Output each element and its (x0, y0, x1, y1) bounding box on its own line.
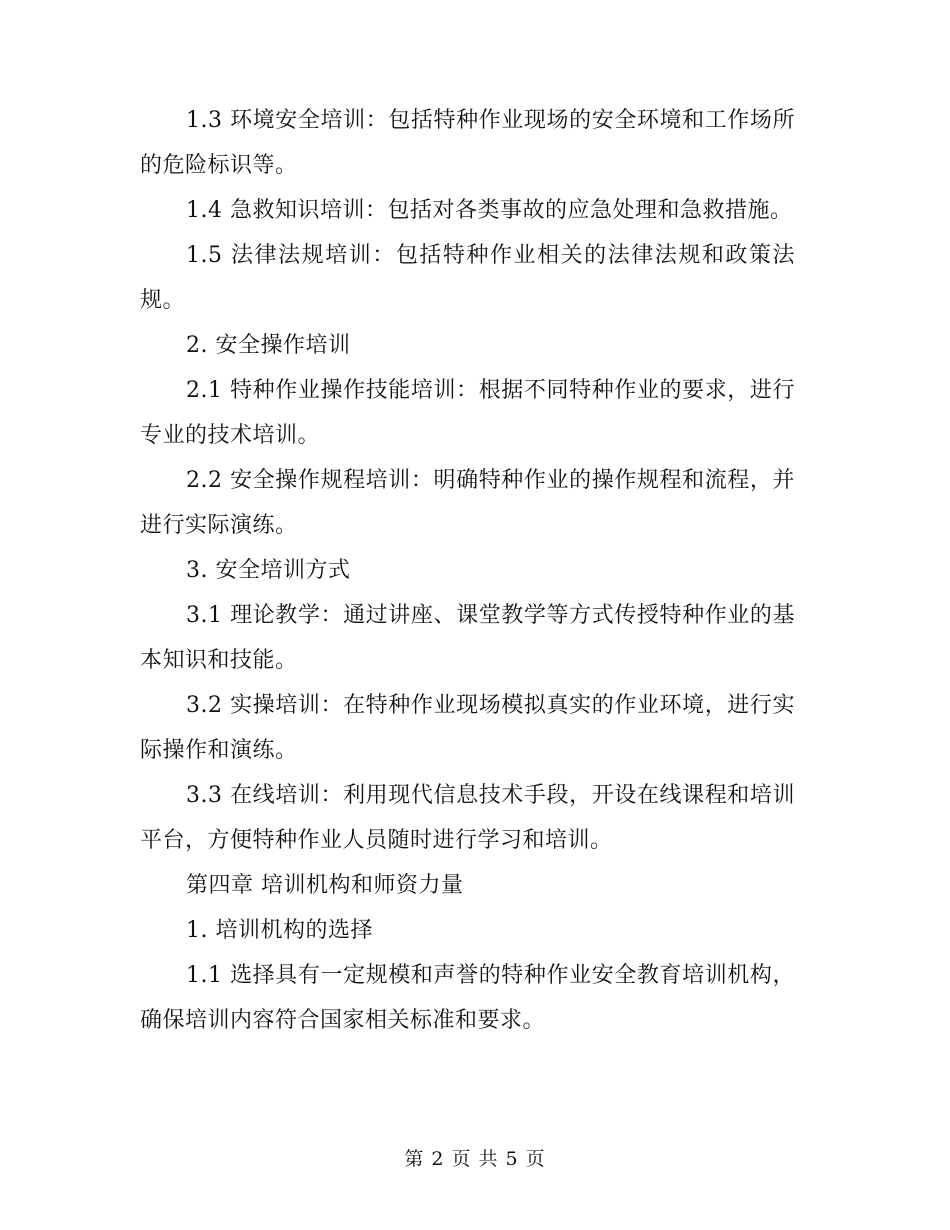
section-heading-2: 2. 安全操作培训 (186, 333, 351, 358)
paragraph-2-1: 2.1 特种作业操作技能培训：根据不同特种作业的要求，进行专业的技术培训。 (140, 378, 795, 448)
paragraph-1-1: 1.1 选择具有一定规模和声誉的特种作业安全教育培训机构，确保培训内容符合国家相关标准和要求。 (140, 963, 795, 1033)
paragraph-1-5: 1.5 法律法规培训：包括特种作业相关的法律法规和政策法规。 (140, 243, 795, 313)
paragraph-3-2: 3.2 实操培训：在特种作业现场模拟真实的作业环境，进行实际操作和演练。 (140, 693, 795, 763)
section-heading-1: 1. 培训机构的选择 (186, 918, 373, 943)
paragraph-3-3: 3.3 在线培训：利用现代信息技术手段，开设在线课程和培训平台，方便特种作业人员随时进行学习和培训。 (140, 783, 795, 853)
paragraph-1-4: 1.4 急救知识培训：包括对各类事故的应急处理和急救措施。 (186, 198, 793, 223)
paragraph-1-3: 1.3 环境安全培训：包括特种作业现场的安全环境和工作场所的危险标识等。 (140, 108, 795, 178)
chapter-heading-4: 第四章 培训机构和师资力量 (186, 873, 464, 898)
page-footer: 第 2 页 共 5 页 (404, 1148, 546, 1170)
document-body (140, 98, 795, 1043)
paragraph-2-2: 2.2 安全操作规程培训：明确特种作业的操作规程和流程，并进行实际演练。 (140, 468, 795, 538)
section-heading-3: 3. 安全培训方式 (186, 558, 351, 583)
paragraph-3-1: 3.1 理论教学：通过讲座、课堂教学等方式传授特种作业的基本知识和技能。 (140, 603, 795, 673)
